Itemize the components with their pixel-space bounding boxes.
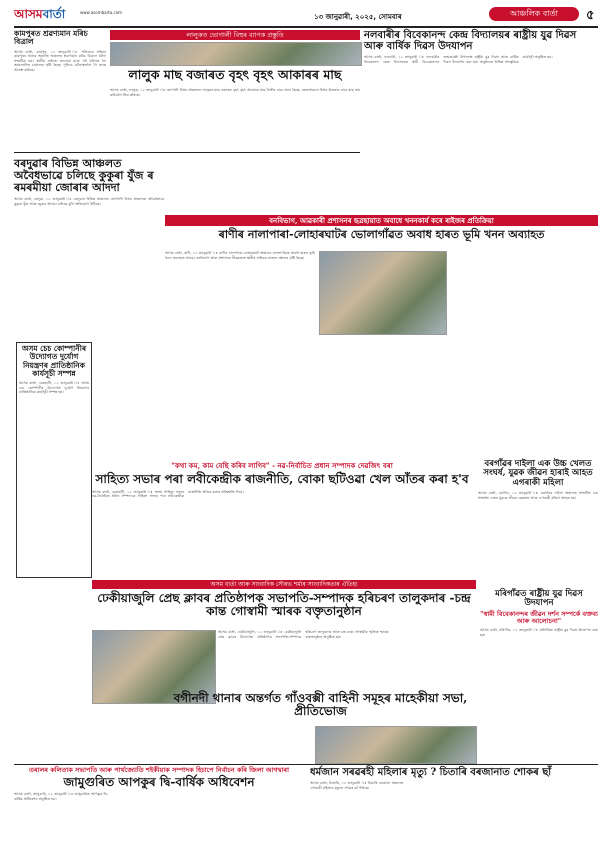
headline: ঢেকীয়াজুলি প্ৰেছ ক্লাবৰ প্ৰতিষ্ঠাপক সভাপতি-সম্পাদক হৰিচৰণ তালুকদাৰ -চন্দ্ৰ কান্ত গোস্বামী স্মাৰক বক্তৃতানুষ্ঠান	[97, 591, 471, 619]
headline: মৰিগাঁৱত ৰাষ্ট্ৰীয় যুৱ দিৱস উদযাপন	[495, 589, 583, 609]
story-tea	[16, 342, 92, 578]
story-rani	[165, 229, 598, 457]
subhead: "স্বামী বিবেকানন্দৰ জীৱন দৰ্শন সম্পৰ্কে বক্তব্য আৰু আলোচনা"	[480, 609, 598, 625]
body: আসম বাৰ্তা, মৰিগাঁও, ১২ জানুৱাৰী ঃ মৰিগাঁৱত ৰাষ্ট্ৰীয় যুৱ দিৱস উদযাপন কৰা হয়।	[480, 627, 598, 637]
divider	[14, 152, 360, 153]
body-cont	[449, 251, 598, 451]
headline: বৰদুৱাৰ বিভিন্ন আঞ্চলত অবৈধভাৱে চলিছে কুকুৰা যুঁজ ৰ ৰমৰমীয়া জোৰাৰ আদদা	[14, 157, 154, 195]
story-rani-kicker: বনবিভাগ, আৱকাৰী প্ৰশাসনৰ ছত্ৰছায়াত অবাধে খননকাৰ্য কৰে ৰাইজৰ প্ৰতিক্ৰিয়া	[165, 215, 598, 226]
divider	[14, 764, 598, 765]
headline: জামুগুৰিত আপকুৰ দ্বি-বাৰ্ষিক অধিবেশন	[63, 775, 255, 790]
headline: কামপুৰত শ্ৰৱণ্যমান মৰিচ বিত্ৰাল	[14, 29, 88, 47]
headline: ৰাণীৰ নালাপাৰা-লোহাৰঘাটৰ ভোলাগাঁৱত অবাধ হাৰত ভূমি খনন অব্যাহত	[218, 228, 545, 241]
story-borgaon	[478, 460, 598, 580]
logo: আসমবাৰ্তা	[14, 7, 66, 21]
body: আসম বাৰ্তা, গুৱাহাটী, ১২ জানুৱাৰী ঃ অসম সাহিত্য সভাৰ নৱ-নিৰ্বাচিত প্ৰধান সম্পাদকে সাহিত্য সভাৰ পৰা লবীকেন্দ্ৰীক ৰাজনীতি আঁতৰ কৰাৰ প্ৰতিশ্ৰুতি দিয়ে।	[92, 489, 244, 499]
date: ১৩ জানুৱাৰী, ২০২৫, সোমবাৰ	[314, 13, 402, 21]
kicker: "কথা কম, কাম বেছি কৰিব লাগিব" - নৱ-নিৰ্বাচিত প্ৰধান সম্পাদক দেৱজিৎ বৰা	[171, 461, 393, 470]
story-jamuguri	[14, 767, 304, 857]
headline: বৰগাঁৱৰ দাইলা এক উচ্চ খেলত সংঘৰ্ষ, যুৱক জীৱন হাৰাই আহত এগৰাকী মহিলা	[483, 459, 593, 488]
body: আসম বাৰ্তা, কামপুৰ, ১২ জানুৱাৰী ঃ শনিবাৰে সন্ধিয়া কামপুৰৰ থানাৰ অন্তৰ্গত অঞ্চলত শ্ৰৱণ্যমান মৰিচ বিত্ৰাল ঘটনা সংঘটিত হয়। স্থানীয় ৰাইজে জনোৱা মতে এই ঘটনাক লৈ অঞ্চলটোত চাঞ্চল্যৰ সৃষ্টি হৈছে। পুলিচে ঘটনাস্থললৈ গৈ তদন্ত আৰম্ভ কৰিছে।	[14, 49, 106, 72]
body: আসম বাৰ্তা, ৰাণী, ১২ জানুৱাৰী ঃ ৰাণীৰ নালাপাৰা-লোহাৰঘাট অঞ্চলৰ ভোলাগাঁৱত অবাধ হাৰত ভূমি খনন অব্যাহত আছে। বনবিভাগ আৰু প্ৰশাসনৰ নীৰৱতাত স্থানীয় ৰাইজৰ মাজত ক্ষোভৰ সৃষ্টি হৈছে।	[165, 251, 315, 260]
story-boginodi	[165, 692, 476, 762]
masthead	[14, 6, 598, 26]
body: আসম বাৰ্তা, গুৱাহাটী, ১২ জানুৱাৰী ঃ অসম চেচ কোম্পানীৰ উদ্যোগত দুৰ্যোগ নিয়ন্ত্ৰণৰ প্ৰাতিষ্ঠানিক কাৰ্যসূচী সম্পন্ন হয়।	[19, 381, 89, 395]
website[interactable]: www.asombarta.com	[80, 10, 123, 15]
story-lalook	[110, 30, 360, 150]
story-borduar	[14, 158, 164, 338]
body: আসম বাৰ্তা, লালুক, ১২ জানুৱাৰী ঃ ভোগালী বিহুৰ প্ৰাক্কালত লালুকৰ মাছ বজাৰত বৃহৎ বৃহৎ আকাৰৰ মাছ বিক্ৰীৰ বাবে অনা হৈছে। ক্ৰেতাসকলে বিহুৰ উৰুকাৰ বাবে মাছ ক্ৰয় কৰিবলৈ ভিৰ কৰিছে।	[110, 88, 360, 97]
photo	[315, 726, 477, 764]
masthead-divider	[14, 26, 598, 28]
kicker: তৰালৰ কলিতাক সভাপতি আৰু পাৰ্থজ্যোতি শইকীয়াক সম্পাদক হিচাপে নিৰ্বাচন কৰি জিলা আগদ্বাৰা	[29, 766, 289, 774]
headline: ধৰ্মজান সৰৱৰহী মহিলাৰ মৃত্যু ? চিতাৰি বৰজানাত শোকৰ ছাঁ	[310, 767, 552, 778]
kicker: লালুকত ভোগালী বিহুৰ ব্যাপক প্ৰস্তুতি	[110, 30, 360, 40]
story-sahitya	[92, 462, 472, 572]
photo	[110, 42, 362, 66]
story-kampur	[14, 30, 106, 148]
body: আসম বাৰ্তা, বৰদুৱা, ১২ জানুৱাৰী ঃ বৰদুৱাৰ বিভিন্ন অঞ্চলত ভোগালী বিহুৰ প্ৰাক্কালত অবৈধভাৱে কুকুৰা যুঁজ আৰু জুৱাৰ আড্ডা চলিছে বুলি অভিযোগ উঠিছে।	[14, 197, 164, 206]
headline: বগীনদী থানাৰ অন্তৰ্গত গাঁওবক্সী বাহিনী সমূহৰ মাহেকীয়া সভা, প্ৰীতিভোজ	[173, 691, 468, 719]
story-nalbari	[364, 30, 598, 210]
story-chitari	[310, 767, 598, 857]
headline: অসম চেচ কোম্পানীৰ উদ্যোগত দুৰ্যোগ নিয়ন্ত্ৰণৰ প্ৰাতিষ্ঠানিক কাৰ্যসূচী সম্পন্ন	[21, 344, 87, 378]
section-label: আঞ্চলিক বাৰ্তা	[489, 7, 579, 21]
kicker: অসম বাৰ্তা আৰু সাংবাদিক সৌৰভ শৰ্মাৰ সাংবাদিকতাৰ ঐতিহ্য	[92, 580, 476, 589]
body: আসম বাৰ্তা, চিতাৰি, ১২ জানুৱাৰী ঃ চিতাৰি বৰজানা অঞ্চলত এগৰাকী মহিলাৰ মৃত্যুত শোকৰ ছাঁ পৰিছে।	[310, 781, 404, 790]
body: আসম বাৰ্তা, বৰগাঁও, ১২ জানুৱাৰী ঃ বৰগাঁৱৰ দাইলা অঞ্চলত সংঘটিত এক সংঘৰ্ষত এজন যুৱকে জীৱন হেৰুৱায় আৰু এগৰাকী মহিলা আহত হয়।	[478, 491, 598, 500]
photo	[319, 251, 447, 335]
body: আসম বাৰ্তা, ঢেকীয়াজুলি, ১২ জানুৱাৰী ঃ ঢেকীয়াজুলি প্ৰেছ ক্লাবৰ উদ্যোগত প্ৰতিষ্ঠাপক সভাপতি-সম্পাদক হৰিচৰণ তালুকদাৰ আৰু চন্দ্ৰ কান্ত গোস্বামীৰ স্মৃতিত স্মাৰক বক্তৃতানুষ্ঠান অনুষ্ঠিত হয়।	[218, 630, 389, 639]
body: আসম বাৰ্তা, জামুগুৰি, ১২ জানুৱাৰী ঃ জামুগুৰিত আপকুৰ দ্বি-বাৰ্ষিক অধিবেশন অনুষ্ঠিত হয়।	[14, 792, 108, 801]
page-number: ৫	[586, 8, 595, 23]
headline: সাহিত্য সভাৰ পৰা লবীকেন্দ্ৰীক ৰাজনীতি, বোকা ছটিওৱা খেল আঁতৰ কৰা হ'ব	[95, 471, 469, 486]
body: আসম বাৰ্তা, নলবাৰী, ১২ জানুৱাৰী ঃ নলবাৰীৰ বিবেকানন্দ কেন্দ্ৰ বিদ্যালয়ত স্বামী বিবেকানন্দৰ জন্মজয়ন্তী উপলক্ষে ৰাষ্ট্ৰীয় যুৱ দিৱস আৰু বাৰ্ষিক দিৱস উদযাপন কৰা হয়। অনুষ্ঠানত বিভিন্ন সাংস্কৃতিক কাৰ্যসূচী অনুষ্ঠিত হয়।	[364, 55, 553, 64]
headline: নলবাৰীৰ বিবেকানন্দ কেন্দ্ৰ বিদ্যালয়ৰ ৰাষ্ট্ৰীয় যুৱ দিৱস আৰু বাৰ্ষিক দিৱস উদযাপন	[364, 30, 577, 52]
headline: লালুক মাছ বজাৰত বৃহৎ বৃহৎ আকাৰৰ মাছ	[128, 67, 342, 82]
